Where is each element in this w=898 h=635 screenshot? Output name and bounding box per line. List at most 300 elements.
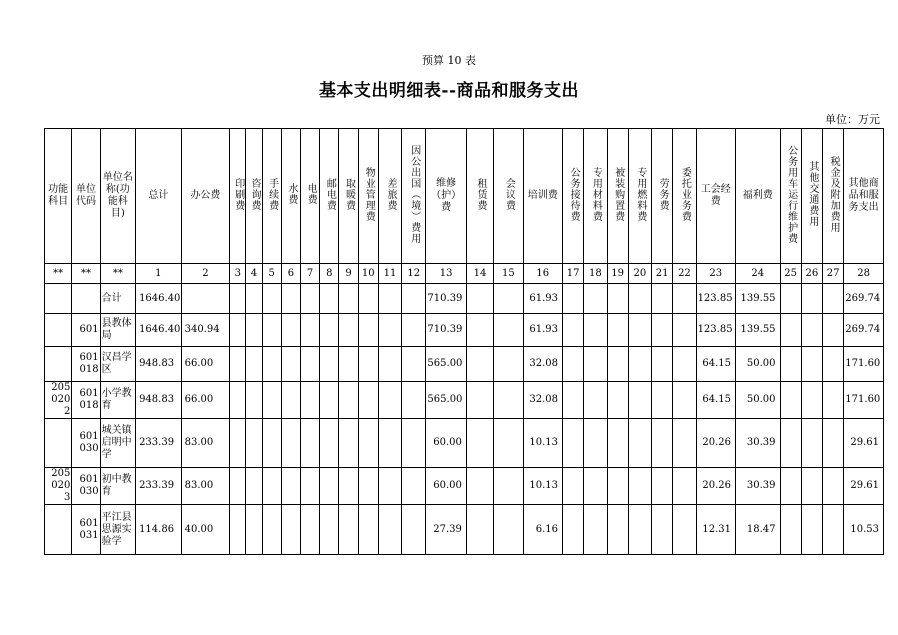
table-cell — [358, 419, 378, 468]
column-header-label: 功能科目 — [48, 184, 69, 207]
table-row — [45, 505, 884, 555]
column-header — [607, 129, 628, 264]
table-cell — [300, 505, 319, 555]
table-cell — [584, 468, 607, 505]
table-cell — [780, 382, 801, 419]
column-header — [45, 129, 72, 264]
table-cell — [402, 382, 426, 419]
table-cell: 6.16 — [523, 505, 562, 555]
column-header-label: 工会经费 — [700, 184, 731, 207]
column-header-label: 维修（护）费 — [431, 178, 462, 213]
table-cell: 710.39 — [426, 284, 466, 314]
table-cell — [563, 284, 584, 314]
column-number: 16 — [523, 264, 562, 284]
table-cell: 269.74 — [844, 284, 884, 314]
table-cell — [300, 347, 319, 382]
column-number: 20 — [628, 264, 651, 284]
table-cell — [494, 419, 523, 468]
table-row — [45, 382, 884, 419]
column-header-label: 单位名称(功能科目) — [102, 172, 133, 219]
table-row — [45, 284, 884, 314]
table-cell: 30.39 — [736, 419, 781, 468]
table-cell: 29.61 — [844, 468, 884, 505]
table-cell: 83.00 — [181, 468, 230, 505]
table-cell: 66.00 — [181, 347, 230, 382]
table-cell — [584, 382, 607, 419]
table-cell: 601031 — [72, 505, 100, 555]
column-number: 25 — [780, 264, 801, 284]
table-cell: 10.13 — [523, 468, 562, 505]
document-number: 预算 10 表 — [422, 54, 476, 67]
column-number: 21 — [652, 264, 673, 284]
column-header — [652, 129, 673, 264]
column-header-label: 水费 — [285, 183, 297, 205]
table-cell — [607, 284, 628, 314]
table-cell — [584, 419, 607, 468]
table-cell — [823, 347, 844, 382]
table-cell — [402, 347, 426, 382]
table-cell — [494, 314, 523, 347]
table-cell: 60.00 — [426, 419, 466, 468]
table-cell — [780, 419, 801, 468]
table-cell — [281, 284, 300, 314]
table-cell: 139.55 — [736, 314, 781, 347]
column-header — [563, 129, 584, 264]
table-cell — [466, 284, 493, 314]
column-header — [523, 129, 562, 264]
column-header-label: 其他交通费用 — [806, 161, 818, 227]
table-cell — [246, 505, 262, 555]
column-header-label: 咨询费 — [248, 177, 260, 211]
column-header — [230, 129, 246, 264]
table-cell — [378, 468, 401, 505]
column-number: 5 — [262, 264, 281, 284]
table-cell — [563, 468, 584, 505]
table-cell — [230, 314, 246, 347]
table-cell: 2050202 — [45, 382, 72, 419]
table-cell — [262, 468, 281, 505]
column-header — [466, 129, 493, 264]
table-cell — [339, 468, 358, 505]
table-cell — [673, 505, 696, 555]
table-cell — [801, 347, 822, 382]
column-number: 12 — [402, 264, 426, 284]
table-cell — [402, 314, 426, 347]
table-cell — [402, 419, 426, 468]
table-cell — [378, 505, 401, 555]
table-cell — [494, 382, 523, 419]
column-header — [801, 129, 822, 264]
table-cell — [628, 284, 651, 314]
column-header — [426, 129, 466, 264]
table-cell: 171.60 — [844, 382, 884, 419]
column-number: 8 — [320, 264, 339, 284]
table-cell — [563, 314, 584, 347]
table-cell — [628, 505, 651, 555]
column-number: 18 — [584, 264, 607, 284]
table-cell: 64.15 — [696, 382, 735, 419]
table-cell — [673, 468, 696, 505]
table-cell — [780, 284, 801, 314]
table-cell — [466, 382, 493, 419]
table-cell — [673, 284, 696, 314]
column-header-label: 福利费 — [742, 190, 773, 201]
table-cell — [300, 284, 319, 314]
table-cell — [584, 347, 607, 382]
table-cell — [466, 347, 493, 382]
table-cell — [246, 347, 262, 382]
page-title: 基本支出明细表--商品和服务支出 — [318, 81, 580, 101]
table-cell: 30.39 — [736, 468, 781, 505]
table-cell — [339, 505, 358, 555]
table-cell — [262, 284, 281, 314]
table-cell — [673, 382, 696, 419]
column-header — [736, 129, 781, 264]
column-number: 23 — [696, 264, 735, 284]
table-cell — [801, 314, 822, 347]
table-cell — [281, 382, 300, 419]
table-cell — [300, 382, 319, 419]
table-cell — [652, 284, 673, 314]
table-cell — [300, 468, 319, 505]
expenditure-table — [44, 128, 884, 555]
column-header-label: 差旅费 — [385, 177, 396, 211]
column-header — [823, 129, 844, 264]
column-header — [673, 129, 696, 264]
table-cell — [628, 468, 651, 505]
table-cell — [358, 347, 378, 382]
column-number: 26 — [801, 264, 822, 284]
table-cell: 合计 — [100, 284, 135, 314]
column-header-label: 电费 — [305, 183, 317, 205]
table-cell: 初中教育 — [100, 468, 135, 505]
column-header — [844, 129, 884, 264]
table-cell — [466, 419, 493, 468]
table-cell — [358, 314, 378, 347]
table-cell: 32.08 — [523, 382, 562, 419]
column-header-label: 委托业务费 — [679, 166, 691, 222]
table-cell — [780, 347, 801, 382]
table-cell: 233.39 — [136, 468, 182, 505]
table-cell — [628, 314, 651, 347]
table-cell — [466, 468, 493, 505]
table-cell: 1646.40 — [136, 284, 182, 314]
table-cell: 12.31 — [696, 505, 735, 555]
table-cell: 565.00 — [426, 347, 466, 382]
table-cell — [281, 419, 300, 468]
table-cell — [378, 314, 401, 347]
column-number-row — [45, 264, 884, 284]
table-cell — [607, 419, 628, 468]
column-number: 27 — [823, 264, 844, 284]
table-cell — [230, 505, 246, 555]
table-cell — [652, 419, 673, 468]
table-cell — [230, 468, 246, 505]
column-header — [320, 129, 339, 264]
table-cell — [320, 382, 339, 419]
table-header-row — [45, 129, 884, 264]
column-number: 2 — [181, 264, 230, 284]
column-header — [358, 129, 378, 264]
table-cell: 2050203 — [45, 468, 72, 505]
table-cell — [780, 505, 801, 555]
table-cell — [262, 419, 281, 468]
table-cell: 18.47 — [736, 505, 781, 555]
table-cell: 601030 — [72, 468, 100, 505]
column-header-label: 专用燃料费 — [634, 166, 646, 222]
column-header-label: 公务用车运行维护费 — [785, 144, 797, 244]
table-cell: 平江县思源实验学 — [100, 505, 135, 555]
table-cell — [320, 314, 339, 347]
table-cell — [281, 314, 300, 347]
column-header-label: 取暖费 — [343, 177, 355, 211]
table-cell — [320, 419, 339, 468]
table-cell — [823, 284, 844, 314]
table-cell — [281, 468, 300, 505]
table-cell — [45, 419, 72, 468]
column-header-label: 因公出国（境）费用 — [408, 144, 420, 244]
table-cell: 171.60 — [844, 347, 884, 382]
column-header-label: 办公费 — [190, 190, 221, 201]
table-cell — [780, 468, 801, 505]
table-cell — [494, 505, 523, 555]
table-cell — [230, 284, 246, 314]
table-cell — [378, 382, 401, 419]
table-cell: 1646.40 — [136, 314, 182, 347]
table-cell — [246, 314, 262, 347]
table-cell — [563, 382, 584, 419]
table-cell: 40.00 — [181, 505, 230, 555]
column-header — [246, 129, 262, 264]
column-header — [339, 129, 358, 264]
table-cell: 948.83 — [136, 382, 182, 419]
column-header-label: 公务接待费 — [568, 166, 580, 222]
table-cell — [801, 419, 822, 468]
table-cell: 10.13 — [523, 419, 562, 468]
table-cell: 50.00 — [736, 347, 781, 382]
table-cell — [262, 347, 281, 382]
table-cell — [628, 382, 651, 419]
column-header — [281, 129, 300, 264]
table-cell: 340.94 — [181, 314, 230, 347]
column-number: 11 — [378, 264, 401, 284]
table-cell: 114.86 — [136, 505, 182, 555]
table-row — [45, 314, 884, 347]
table-cell — [230, 419, 246, 468]
table-cell — [378, 419, 401, 468]
table-cell: 60.00 — [426, 468, 466, 505]
table-cell — [300, 314, 319, 347]
table-row — [45, 419, 884, 468]
table-cell — [339, 347, 358, 382]
table-cell: 29.61 — [844, 419, 884, 468]
table-cell: 83.00 — [181, 419, 230, 468]
table-cell: 139.55 — [736, 284, 781, 314]
table-cell — [45, 347, 72, 382]
table-cell: 50.00 — [736, 382, 781, 419]
table-cell — [494, 468, 523, 505]
table-cell — [281, 347, 300, 382]
column-number: 22 — [673, 264, 696, 284]
table-cell — [45, 505, 72, 555]
table-cell — [584, 284, 607, 314]
table-cell — [246, 468, 262, 505]
table-cell: 66.00 — [181, 382, 230, 419]
table-cell — [300, 419, 319, 468]
column-header-label: 租赁费 — [475, 177, 487, 211]
column-header-label: 培训费 — [527, 190, 558, 201]
table-cell — [339, 284, 358, 314]
table-cell — [652, 347, 673, 382]
table-cell: 948.83 — [136, 347, 182, 382]
table-cell — [466, 314, 493, 347]
table-cell: 64.15 — [696, 347, 735, 382]
table-cell: 601030 — [72, 419, 100, 468]
table-cell — [402, 505, 426, 555]
column-number: ** — [100, 264, 135, 284]
column-header-label: 总计 — [148, 190, 169, 201]
table-cell — [339, 419, 358, 468]
table-cell — [563, 347, 584, 382]
table-cell — [45, 314, 72, 347]
table-cell: 269.74 — [844, 314, 884, 347]
column-header-label: 被装购置费 — [612, 166, 624, 222]
table-cell: 县教体局 — [100, 314, 135, 347]
table-cell — [494, 347, 523, 382]
table-cell — [246, 419, 262, 468]
column-number: 10 — [358, 264, 378, 284]
table-cell — [563, 419, 584, 468]
table-row — [45, 347, 884, 382]
column-header-label: 邮电费 — [324, 177, 336, 211]
table-row — [45, 468, 884, 505]
column-header — [300, 129, 319, 264]
table-cell — [607, 347, 628, 382]
column-number: 28 — [844, 264, 884, 284]
table-cell — [320, 347, 339, 382]
column-header — [696, 129, 735, 264]
table-cell: 小学教育 — [100, 382, 135, 419]
table-cell — [652, 505, 673, 555]
table-cell — [652, 314, 673, 347]
column-header-label: 物业管理费 — [363, 166, 375, 222]
table-cell: 城关镇启明中学 — [100, 419, 135, 468]
table-cell — [673, 347, 696, 382]
table-cell — [45, 284, 72, 314]
table-cell: 710.39 — [426, 314, 466, 347]
column-header-label: 单位代码 — [75, 184, 96, 207]
table-cell — [281, 505, 300, 555]
table-cell: 汉昌学区 — [100, 347, 135, 382]
table-cell: 61.93 — [523, 284, 562, 314]
column-header — [628, 129, 651, 264]
table-cell — [358, 468, 378, 505]
table-cell: 20.26 — [696, 468, 735, 505]
table-cell: 61.93 — [523, 314, 562, 347]
column-number: 13 — [426, 264, 466, 284]
column-header-label: 劳务费 — [657, 177, 669, 211]
table-cell — [801, 284, 822, 314]
table-cell — [628, 419, 651, 468]
table-cell — [607, 314, 628, 347]
column-header — [136, 129, 182, 264]
column-header — [584, 129, 607, 264]
table-cell — [652, 468, 673, 505]
table-cell: 123.85 — [696, 284, 735, 314]
table-cell — [181, 284, 230, 314]
column-header-label: 会议费 — [503, 177, 515, 211]
table-cell — [652, 382, 673, 419]
column-number: 14 — [466, 264, 493, 284]
table-cell — [320, 505, 339, 555]
table-cell — [673, 419, 696, 468]
column-header-label: 专用材料费 — [590, 166, 602, 222]
column-header — [181, 129, 230, 264]
table-cell — [563, 505, 584, 555]
table-cell — [607, 468, 628, 505]
table-cell — [494, 284, 523, 314]
table-cell — [262, 314, 281, 347]
table-cell — [339, 382, 358, 419]
table-cell: 27.39 — [426, 505, 466, 555]
table-cell — [823, 468, 844, 505]
column-number: 24 — [736, 264, 781, 284]
column-number: 6 — [281, 264, 300, 284]
table-cell — [823, 382, 844, 419]
column-number: 7 — [300, 264, 319, 284]
table-cell — [823, 419, 844, 468]
table-cell — [801, 382, 822, 419]
table-cell: 233.39 — [136, 419, 182, 468]
unit-label: 单位：万元 — [825, 113, 880, 126]
table-cell: 20.26 — [696, 419, 735, 468]
table-cell — [230, 347, 246, 382]
table-cell — [358, 382, 378, 419]
table-cell: 123.85 — [696, 314, 735, 347]
column-number: 9 — [339, 264, 358, 284]
table-cell: 601 — [72, 314, 100, 347]
column-number: ** — [72, 264, 100, 284]
column-header — [262, 129, 281, 264]
table-cell — [823, 505, 844, 555]
table-cell: 10.53 — [844, 505, 884, 555]
column-header — [402, 129, 426, 264]
table-cell — [780, 314, 801, 347]
table-cell — [801, 505, 822, 555]
column-header — [494, 129, 523, 264]
table-cell — [246, 382, 262, 419]
table-cell — [339, 314, 358, 347]
column-header — [100, 129, 135, 264]
table-cell — [262, 382, 281, 419]
column-header-label: 税金及附加费用 — [828, 155, 840, 233]
column-header-label: 印刷费 — [232, 177, 244, 211]
column-number: 4 — [246, 264, 262, 284]
table-cell — [628, 347, 651, 382]
column-header — [780, 129, 801, 264]
table-cell — [320, 284, 339, 314]
table-cell — [801, 468, 822, 505]
table-cell — [402, 468, 426, 505]
table-cell: 601018 — [72, 382, 100, 419]
table-cell — [262, 505, 281, 555]
table-cell — [607, 505, 628, 555]
column-number: 17 — [563, 264, 584, 284]
column-number: 19 — [607, 264, 628, 284]
table-cell — [607, 382, 628, 419]
column-number: 1 — [136, 264, 182, 284]
table-cell — [72, 284, 100, 314]
